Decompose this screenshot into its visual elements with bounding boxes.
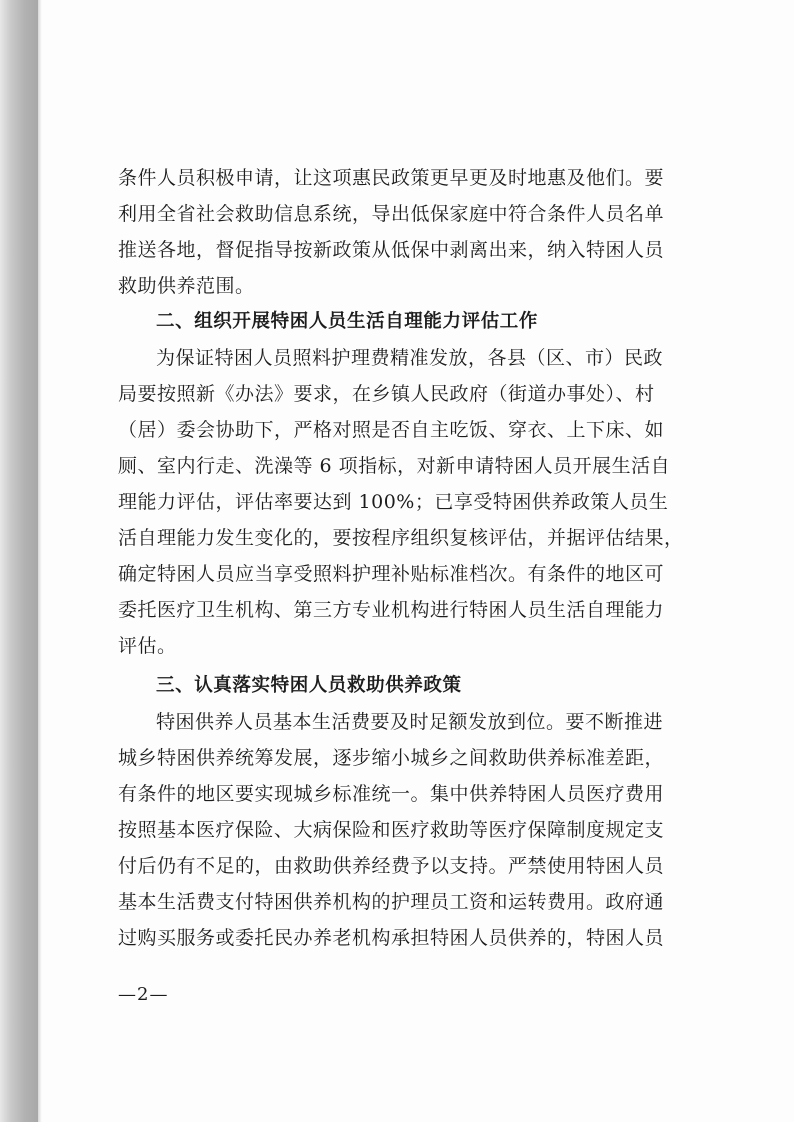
body-line: 确定特困人员应当享受照料护理补贴标准档次。有条件的地区可 [118, 563, 665, 585]
body-line: 有条件的地区要实现城乡标准统一。集中供养特困人员医疗费用 [118, 783, 665, 805]
body-line: 城乡特困供养统筹发展，逐步缩小城乡之间救助供养标准差距， [118, 747, 665, 769]
body-line: 过购买服务或委托民办养老机构承担特困人员供养的，特困人员 [118, 927, 665, 949]
body-line: 为保证特困人员照料护理费精准发放，各县（区、市）民政 [156, 347, 664, 369]
body-line: 付后仍有不足的，由救助供养经费予以支持。严禁使用特困人员 [118, 855, 665, 877]
body-line: 推送各地，督促指导按新政策从低保中剥离出来，纳入特困人员 [118, 239, 665, 261]
body-line: 按照基本医疗保险、大病保险和医疗救助等医疗保障制度规定支 [118, 819, 665, 841]
body-line: 理能力评估，评估率要达到 100%；已享受特困供养政策人员生 [118, 491, 669, 513]
scan-edge [0, 0, 38, 1122]
body-line: （居）委会协助下，严格对照是否自主吃饭、穿衣、上下床、如 [118, 419, 665, 441]
body-line: 厕、室内行走、洗澡等 6 项指标，对新申请特困人员开展生活自 [118, 455, 671, 477]
body-line: 委托医疗卫生机构、第三方专业机构进行特困人员生活自理能力 [118, 599, 665, 621]
page-number: —2— [118, 984, 169, 1005]
body-line: 条件人员积极申请，让这项惠民政策更早更及时地惠及他们。要 [118, 167, 665, 189]
body-line: 特困供养人员基本生活费要及时足额发放到位。要不断推进 [156, 711, 664, 733]
body-line: 利用全省社会救助信息系统，导出低保家庭中符合条件人员名单 [118, 203, 665, 225]
body-line: 救助供养范围。 [118, 275, 255, 297]
body-line: 局要按照新《办法》要求，在乡镇人民政府（街道办事处）、村 [118, 383, 655, 405]
section-heading: 三、认真落实特困人员救助供养政策 [156, 675, 462, 696]
body-line: 基本生活费支付特困供养机构的护理员工资和运转费用。政府通 [118, 891, 665, 913]
section-heading: 二、组织开展特困人员生活自理能力评估工作 [156, 311, 539, 332]
body-line: 活自理能力发生变化的，要按程序组织复核评估，并据评估结果， [118, 527, 684, 549]
body-line: 评估。 [118, 635, 177, 657]
